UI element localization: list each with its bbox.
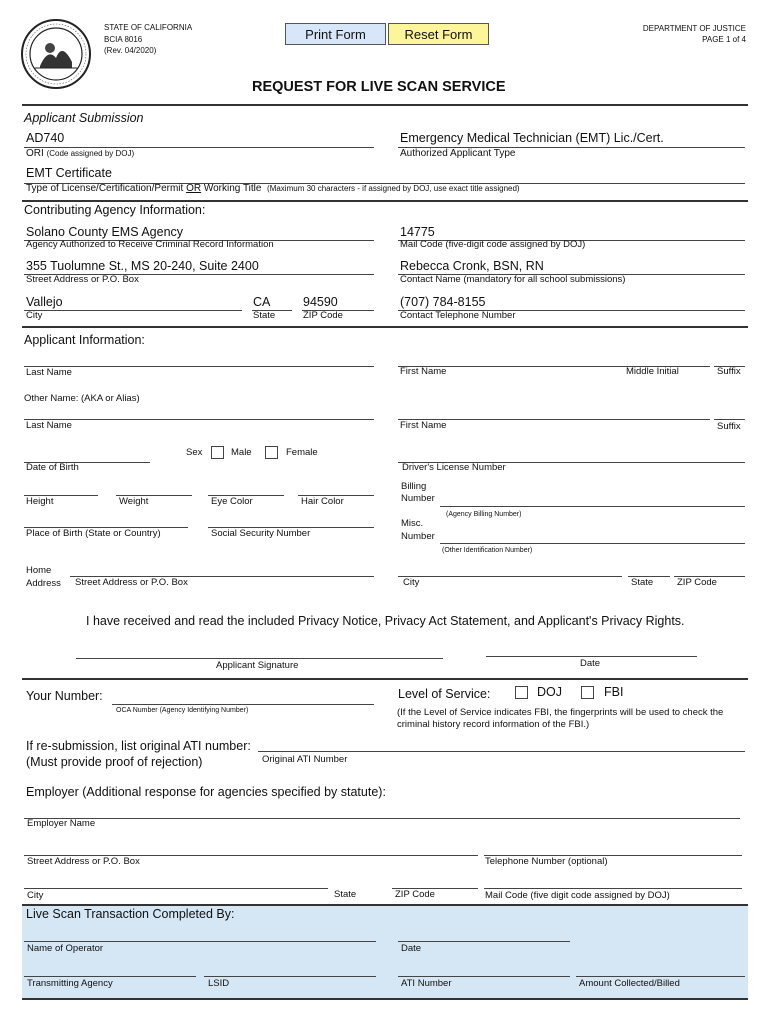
fbi-note-1: (If the Level of Service indicates FBI, the fingerprints will be used to check the — [397, 707, 724, 718]
employer-mail-code-line — [484, 888, 742, 889]
oca-line — [112, 704, 374, 705]
alias-last-name-line — [24, 419, 374, 420]
page-indicator: PAGE 1 of 4 — [702, 35, 746, 44]
state-label-field: State — [253, 310, 276, 321]
dob-label: Date of Birth — [26, 462, 79, 473]
contributing-agency-heading: Contributing Agency Information: — [24, 203, 206, 217]
employer-mail-code-label: Mail Code (five digit code assigned by DOJ) — [485, 890, 670, 901]
mail-code-label: Mail Code (five-digit code assigned by DOJ) — [400, 239, 586, 250]
sign-date-line — [486, 656, 697, 657]
hair-color-label: Hair Color — [301, 496, 344, 507]
misc-line — [440, 543, 745, 544]
eye-color-label: Eye Color — [211, 496, 253, 507]
form-revision: (Rev. 04/2020) — [104, 46, 157, 55]
ori-label: ORI (Code assigned by DOJ) — [26, 148, 135, 159]
ssn-label: Social Security Number — [211, 528, 311, 539]
signature-line — [76, 658, 443, 659]
level-of-service-label: Level of Service: — [398, 687, 491, 701]
city-field[interactable]: Vallejo — [26, 295, 63, 309]
section-divider — [22, 200, 748, 202]
contact-name-label: Contact Name (mandatory for all school submissions) — [400, 274, 626, 285]
your-number-label: Your Number: — [26, 689, 103, 703]
zip-field[interactable]: 94590 — [303, 295, 338, 309]
phone-field[interactable]: (707) 784-8155 — [400, 295, 486, 309]
home-label-1: Home — [26, 565, 52, 576]
male-checkbox[interactable] — [211, 446, 224, 459]
sign-date-label: Date — [580, 658, 601, 669]
ati-number-label: ATI Number — [401, 978, 452, 989]
transmitting-agency-label: Transmitting Agency — [27, 978, 113, 989]
billing-note: (Agency Billing Number) — [446, 511, 522, 518]
home-street-label: Street Address or P.O. Box — [75, 577, 188, 588]
reset-form-button[interactable]: Reset Form — [388, 23, 489, 45]
contact-name-field[interactable]: Rebecca Cronk, BSN, RN — [400, 259, 544, 273]
employer-heading: Employer (Additional response for agencies specified by statute): — [26, 785, 386, 799]
live-scan-date-label: Date — [401, 943, 422, 954]
home-city-label: City — [403, 577, 420, 588]
applicant-type-field[interactable]: Emergency Medical Technician (EMT) Lic./Cert. — [400, 131, 664, 145]
ati-line — [258, 751, 745, 752]
agency-label: Agency Authorized to Receive Criminal Record Information — [26, 239, 274, 250]
resubmission-line-2: (Must provide proof of rejection) — [26, 755, 203, 769]
ori-field[interactable]: AD740 — [26, 131, 65, 145]
employer-street-label: Street Address or P.O. Box — [27, 856, 140, 867]
weight-label: Weight — [119, 496, 149, 507]
last-name-line — [24, 366, 374, 367]
misc-note: (Other Identification Number) — [442, 547, 533, 554]
operator-line — [24, 941, 376, 942]
misc-label-2: Number — [401, 531, 435, 542]
original-ati-label: Original ATI Number — [262, 754, 348, 765]
mail-code-field[interactable]: 14775 — [400, 225, 435, 239]
height-label: Height — [26, 496, 54, 507]
sex-label: Sex — [186, 447, 203, 458]
misc-label-1: Misc. — [401, 518, 424, 529]
ati-number-line — [398, 976, 570, 977]
form-id: BCIA 8016 — [104, 35, 143, 44]
pob-label: Place of Birth (State or Country) — [26, 528, 161, 539]
billing-line — [440, 506, 745, 507]
privacy-statement: I have received and read the included Privacy Notice, Privacy Act Statement, and Applicant's Privacy Rights. — [86, 614, 685, 628]
employer-phone-label: Telephone Number (optional) — [485, 856, 608, 867]
amount-label: Amount Collected/Billed — [579, 978, 680, 989]
male-label: Male — [231, 447, 252, 458]
operator-label: Name of Operator — [27, 943, 104, 954]
female-label: Female — [286, 447, 318, 458]
signature-label: Applicant Signature — [216, 660, 299, 671]
middle-initial-label: Middle Initial — [626, 366, 679, 377]
employer-name-label: Employer Name — [27, 818, 96, 829]
alias-last-name-label: Last Name — [26, 420, 72, 431]
lsid-label: LSID — [208, 978, 230, 989]
doj-label: DOJ — [537, 685, 562, 699]
home-city-line — [398, 576, 622, 577]
street-label: Street Address or P.O. Box — [26, 274, 139, 285]
title-divider — [22, 104, 748, 106]
home-label-2: Address — [26, 578, 61, 589]
suffix-label: Suffix — [717, 366, 741, 377]
zip-label: ZIP Code — [303, 310, 343, 321]
license-type-field[interactable]: EMT Certificate — [26, 166, 112, 180]
live-scan-date-line — [398, 941, 570, 942]
female-checkbox[interactable] — [265, 446, 278, 459]
section-divider-2 — [22, 326, 748, 328]
oca-label: OCA Number (Agency Identifying Number) — [116, 707, 249, 714]
fbi-label: FBI — [604, 685, 624, 699]
other-name-label: Other Name: (AKA or Alias) — [24, 393, 140, 404]
applicant-info-heading: Applicant Information: — [24, 333, 145, 347]
transmitting-agency-line — [24, 976, 196, 977]
department-label: DEPARTMENT OF JUSTICE — [642, 24, 746, 33]
dl-label: Driver's License Number — [402, 462, 506, 473]
home-state-label: State — [631, 577, 654, 588]
employer-state-label: State — [334, 889, 357, 900]
employer-city-label: City — [27, 890, 44, 901]
employer-zip-label: ZIP Code — [395, 889, 435, 900]
alias-first-name-label: First Name — [400, 420, 447, 431]
applicant-submission-heading: Applicant Submission — [24, 111, 144, 125]
fbi-note-2: criminal history record information of the FBI.) — [397, 719, 590, 730]
city-line — [24, 310, 242, 311]
section-divider-3 — [22, 678, 748, 680]
state-field[interactable]: CA — [253, 295, 271, 309]
last-name-label: Last Name — [26, 367, 72, 378]
doj-checkbox[interactable] — [515, 686, 528, 699]
applicant-type-label: Authorized Applicant Type — [400, 148, 516, 159]
agency-field[interactable]: Solano County EMS Agency — [26, 225, 184, 239]
phone-label-text: Contact Telephone Number — [400, 310, 516, 321]
form-title: REQUEST FOR LIVE SCAN SERVICE — [252, 79, 506, 95]
employer-name-line — [24, 818, 740, 819]
license-type-label: Type of License/Certification/Permit OR Working Title (Maximum 30 characters - if assigned by DOJ, use exact title assigned) — [26, 183, 520, 194]
state-label: STATE OF CALIFORNIA — [104, 23, 193, 32]
amount-line — [576, 976, 745, 977]
alias-suffix-label: Suffix — [717, 421, 741, 432]
employer-city-line — [24, 888, 328, 889]
first-name-label: First Name — [400, 366, 447, 377]
fbi-checkbox[interactable] — [581, 686, 594, 699]
live-scan-heading: Live Scan Transaction Completed By: — [26, 907, 235, 921]
alias-suffix-line — [714, 419, 745, 420]
street-field[interactable]: 355 Tuolumne St., MS 20-240, Suite 2400 — [26, 259, 259, 273]
print-form-button[interactable]: Print Form — [285, 23, 386, 45]
home-zip-label: ZIP Code — [677, 577, 717, 588]
city-label: City — [26, 310, 43, 321]
lsid-line — [204, 976, 376, 977]
resubmission-line-1: If re-submission, list original ATI number: — [26, 739, 251, 753]
billing-label-2: Number — [401, 493, 435, 504]
california-seal-icon — [20, 18, 92, 90]
billing-label-1: Billing — [401, 481, 427, 492]
